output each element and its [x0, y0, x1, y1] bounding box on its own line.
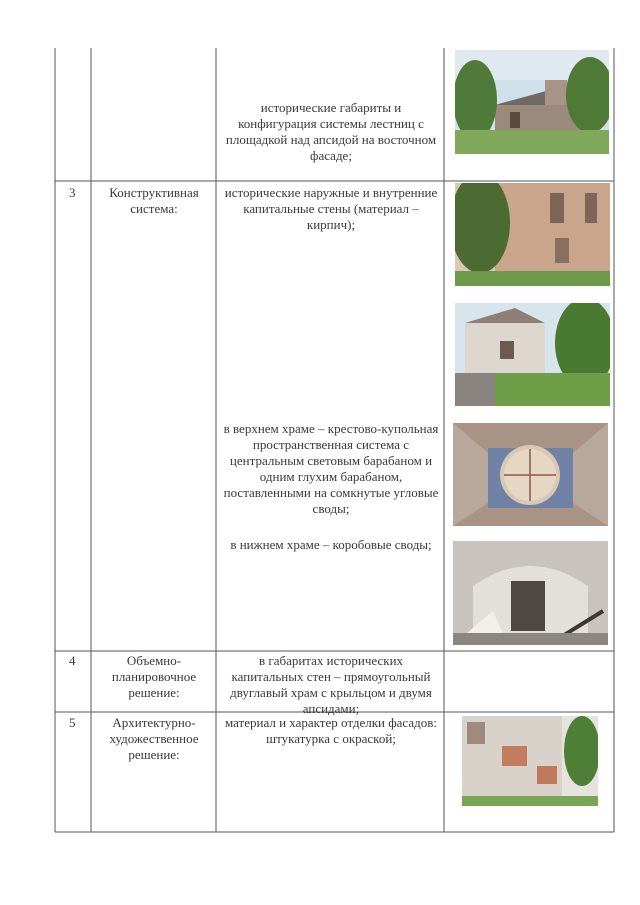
row3-text-lower-church: в нижнем храме – коробовые своды; [230, 537, 432, 552]
row-number-5: 5 [69, 715, 76, 730]
photo-wall-facade [455, 183, 610, 286]
photo-plaster-facade [462, 716, 598, 806]
row3-text-walls: исторические наружные и внутренние капитальные стены (материал – кирпич); [224, 185, 438, 232]
photo-vault-interior [453, 541, 608, 645]
row4-heading: Объемно-планировочное решение: [111, 653, 197, 700]
photo-dome-interior [453, 423, 608, 526]
row4-text: в габаритах исторических капитальных стен – прямоугольный двуглавый храм с крыльцом и двумя апсидами; [230, 653, 432, 716]
row5-heading: Архитектурно-художественное решение: [109, 715, 199, 762]
row1-text: исторические габариты и конфигурация системы лестниц с площадкой над апсидой на восточном фасаде; [225, 100, 437, 163]
row5-text: материал и характер отделки фасадов: штукатурка с окраской; [224, 715, 437, 746]
row-number-4: 4 [69, 653, 76, 668]
photo-apse-side [455, 303, 610, 406]
row3-heading: Конструктивная система: [109, 185, 199, 216]
photo-church-exterior [455, 50, 609, 154]
row-number-3: 3 [69, 185, 76, 200]
row3-text-upper-church: в верхнем храме – крестово-купольная пространственная система с центральным световым барабаном и одним глухим барабаном, поставленными на сомкнутые угловые своды; [223, 421, 439, 516]
